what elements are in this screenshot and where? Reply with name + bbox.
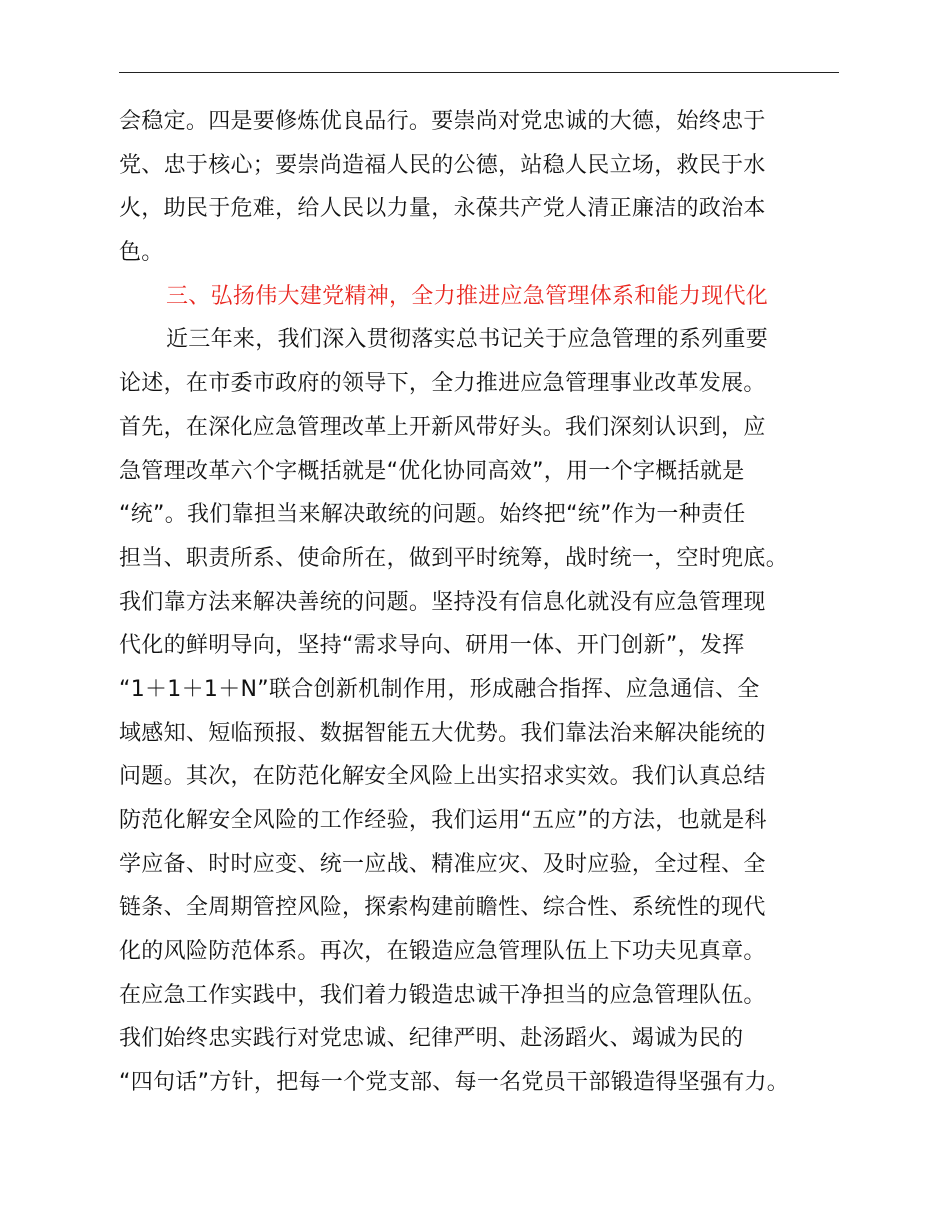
text-line: 急管理改革六个字概括就是“优化协同高效”，用一个字概括就是 xyxy=(119,458,745,484)
text-line: 在应急工作实践中，我们着力锻造忠诚干净担当的应急管理队伍。 xyxy=(119,982,766,1008)
document-body xyxy=(119,100,844,1105)
text-line: 党、忠于核心；要崇尚造福人民的公德，站稳人民立场，救民于水 xyxy=(119,152,766,178)
text-line: 问题。其次，在防范化解安全风险上出实招求实效。我们认真总结 xyxy=(119,764,766,790)
text-line: 学应备、时时应变、统一应战、精准应灾、及时应验，全过程、全 xyxy=(119,851,766,877)
text-line: “四句话”方针，把每一个党支部、每一名党员干部锻造得坚强有力。 xyxy=(119,1070,790,1096)
paragraph-first-line: 近三年来，我们深入贯彻落实总书记关于应急管理的系列重要 xyxy=(166,327,769,353)
text-line: 域感知、短临预报、数据智能五大优势。我们靠法治来解决能统的 xyxy=(119,720,766,746)
text-line: “1＋1＋1＋N”联合创新机制作用，形成融合指挥、应急通信、全 xyxy=(119,676,760,702)
section-heading: 三、弘扬伟大建党精神，全力推进应急管理体系和能力现代化 xyxy=(166,283,769,309)
header-rule xyxy=(119,72,839,73)
text-line: 首先，在深化应急管理改革上开新风带好头。我们深刻认识到，应 xyxy=(119,414,766,440)
text-line: 我们靠方法来解决善统的问题。坚持没有信息化就没有应急管理现 xyxy=(119,589,766,615)
text-line: 防范化解安全风险的工作经验，我们运用“五应”的方法，也就是科 xyxy=(119,808,767,833)
text-line: 担当、职责所系、使命所在，做到平时统筹，战时统一，空时兜底。 xyxy=(119,545,789,571)
text-line: 我们始终忠实践行对党忠诚、纪律严明、赴汤蹈火、竭诚为民的 xyxy=(119,1026,744,1052)
text-line: 论述，在市委市政府的领导下，全力推进应急管理事业改革发展。 xyxy=(119,371,766,397)
text-line: “统”。我们靠担当来解决敢统的问题。始终把“统”作为一种责任 xyxy=(119,502,746,528)
text-line: 化的风险防范体系。再次，在锻造应急管理队伍上下功夫见真章。 xyxy=(119,939,766,965)
text-line: 会稳定。四是要修炼优良品行。要崇尚对党忠诚的大德，始终忠于 xyxy=(119,109,766,134)
text-line: 火，助民于危难，给人民以力量，永葆共产党人清正廉洁的政治本 xyxy=(119,196,766,222)
text-line: 代化的鲜明导向，坚持“需求导向、研用一体、开门创新”，发挥 xyxy=(119,633,745,659)
text-line: 色。 xyxy=(119,240,164,266)
text-line: 链条、全周期管控风险，探索构建前瞻性、综合性、系统性的现代 xyxy=(119,895,766,921)
